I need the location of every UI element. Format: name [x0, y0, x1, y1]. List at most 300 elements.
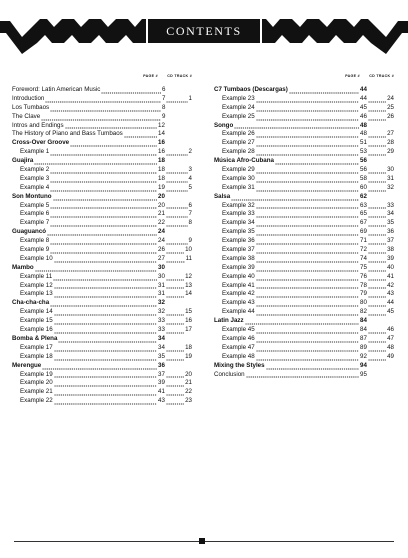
dot-leader — [50, 148, 157, 157]
toc-entry-page: 71 — [360, 237, 367, 245]
toc-entry-track: 4 — [188, 174, 192, 182]
dot-leader — [166, 246, 184, 255]
dot-leader — [368, 95, 386, 104]
dot-leader — [256, 148, 359, 157]
toc-entry-title: Example 8 — [20, 237, 50, 245]
toc-entry-title: Example 22 — [20, 397, 53, 405]
toc-list-left — [12, 86, 192, 406]
dot-leader — [166, 273, 184, 282]
toc-entry[interactable] — [12, 175, 192, 184]
dot-leader — [166, 397, 184, 406]
toc-entry[interactable] — [214, 237, 394, 246]
toc-entry-title: Salsa — [214, 192, 231, 200]
dot-leader — [58, 335, 157, 344]
toc-entry-track: 14 — [185, 290, 192, 298]
dot-leader — [368, 335, 386, 344]
dot-leader — [50, 202, 157, 211]
dot-leader — [368, 148, 386, 157]
toc-entry[interactable] — [214, 317, 394, 326]
dot-leader — [368, 202, 386, 211]
toc-entry[interactable] — [12, 228, 192, 237]
toc-entry-page: 31 — [158, 290, 165, 298]
toc-entry[interactable] — [214, 255, 394, 264]
toc-entry-track: 33 — [387, 201, 394, 209]
toc-entry[interactable] — [12, 219, 192, 228]
toc-entry-track: 5 — [188, 183, 192, 191]
toc-entry-title: Example 29 — [222, 166, 255, 174]
toc-entry[interactable] — [12, 317, 192, 326]
toc-entry[interactable] — [12, 362, 192, 371]
toc-entry[interactable] — [12, 326, 192, 335]
toc-entry-track: 7 — [188, 210, 192, 218]
toc-entry-page: 76 — [360, 272, 367, 280]
toc-entry-page: 41 — [158, 388, 165, 396]
toc-entry-page: 35 — [158, 352, 165, 360]
toc-entry-page: 20 — [158, 192, 165, 200]
toc-entry-page: 12 — [158, 121, 165, 129]
toc-entry-title: Example 40 — [222, 272, 255, 280]
toc-entry[interactable] — [214, 264, 394, 273]
toc-entry-page: 33 — [158, 317, 165, 325]
toc-entry[interactable] — [214, 326, 394, 335]
dot-leader — [54, 290, 157, 299]
toc-entry-page: 18 — [158, 157, 165, 165]
toc-entry-page: 89 — [360, 343, 367, 351]
toc-entry-track: 44 — [387, 299, 394, 307]
dot-leader — [166, 255, 185, 264]
toc-entry-title: Example 18 — [20, 352, 53, 360]
toc-entry-page: 16 — [158, 139, 165, 147]
toc-entry[interactable] — [214, 362, 394, 371]
toc-entry[interactable] — [214, 104, 394, 113]
dot-leader — [54, 255, 157, 264]
dot-leader — [368, 237, 386, 246]
dot-leader — [256, 299, 359, 308]
toc-entry-title: Example 48 — [222, 352, 255, 360]
contents-title: CONTENTS — [148, 19, 260, 43]
toc-entry[interactable] — [214, 193, 394, 202]
toc-entry-page: 24 — [158, 228, 165, 236]
toc-entry-page: 43 — [158, 397, 165, 405]
toc-entry-track: 47 — [387, 334, 394, 342]
toc-entry-track: 39 — [387, 254, 394, 262]
dot-leader — [234, 122, 359, 131]
toc-entry-track: 11 — [185, 254, 192, 262]
toc-entry[interactable] — [12, 122, 192, 131]
toc-entry-track: 25 — [387, 103, 394, 111]
dot-leader — [368, 175, 386, 184]
dot-leader — [368, 139, 386, 148]
dot-leader — [368, 219, 386, 228]
toc-entry[interactable] — [12, 210, 192, 219]
toc-entry[interactable] — [12, 371, 192, 380]
dot-leader — [54, 371, 157, 380]
toc-entry-page: 87 — [360, 334, 367, 342]
toc-entry-track: 6 — [188, 201, 192, 209]
toc-entry[interactable] — [12, 388, 192, 397]
dot-leader — [256, 184, 359, 193]
dot-leader — [54, 317, 157, 326]
toc-entry[interactable] — [12, 255, 192, 264]
toc-entry-page: 44 — [360, 86, 367, 93]
dot-leader — [166, 210, 188, 219]
toc-entry[interactable] — [214, 148, 394, 157]
toc-entry-page: 58 — [360, 174, 367, 182]
dot-leader — [256, 237, 359, 246]
toc-entry-title: Example 23 — [222, 94, 255, 102]
toc-entry-title: Example 28 — [222, 148, 255, 156]
toc-entry-page: 8 — [162, 103, 166, 111]
toc-entry[interactable] — [12, 95, 192, 104]
dot-leader — [266, 362, 359, 371]
dot-leader — [256, 130, 359, 139]
dot-leader — [166, 290, 184, 299]
toc-entry-track: 9 — [188, 237, 192, 245]
dot-leader — [368, 353, 386, 362]
dot-leader — [54, 344, 157, 353]
dot-leader — [50, 175, 157, 184]
toc-entry-title: Latin Jazz — [214, 317, 244, 325]
dot-leader — [256, 139, 359, 148]
toc-entry[interactable] — [214, 130, 394, 139]
toc-entry-page: 65 — [360, 210, 367, 218]
toc-entry-page: 22 — [158, 219, 165, 227]
dot-leader — [256, 282, 359, 291]
toc-entry[interactable] — [214, 95, 394, 104]
toc-entry[interactable] — [214, 335, 394, 344]
dot-leader — [166, 95, 188, 104]
dot-leader — [166, 317, 184, 326]
dot-leader — [166, 237, 188, 246]
dot-leader — [47, 228, 157, 237]
toc-entry-title: Los Tumbaos — [12, 103, 50, 111]
dot-leader — [53, 273, 157, 282]
toc-entry-page: 95 — [360, 370, 367, 378]
toc-entry-title: Música Afro-Cubana — [214, 157, 274, 165]
toc-entry-page: 16 — [158, 148, 165, 156]
toc-entry[interactable] — [214, 210, 394, 219]
toc-entry-page: 32 — [158, 299, 165, 307]
toc-entry-page: 84 — [360, 326, 367, 334]
toc-entry[interactable] — [12, 353, 192, 362]
dot-leader — [368, 166, 386, 175]
toc-list-right — [214, 86, 394, 379]
toc-entry[interactable] — [12, 344, 192, 353]
toc-entry[interactable] — [12, 273, 192, 282]
toc-entry-track: 3 — [188, 166, 192, 174]
dot-leader — [256, 210, 359, 219]
toc-entry-page: 45 — [360, 103, 367, 111]
toc-entry[interactable] — [12, 282, 192, 291]
dot-leader — [54, 326, 157, 335]
toc-entry-track: 43 — [387, 290, 394, 298]
toc-entry[interactable] — [12, 139, 192, 148]
dot-leader — [368, 130, 386, 139]
toc-entry-page: 69 — [360, 228, 367, 236]
toc-entry-track: 28 — [387, 139, 394, 147]
toc-entry-page: 74 — [360, 254, 367, 262]
toc-entry-page: 78 — [360, 281, 367, 289]
toc-entry-track: 2 — [188, 148, 192, 156]
dot-leader — [54, 308, 157, 317]
dot-leader — [166, 202, 188, 211]
toc-entry[interactable] — [214, 86, 394, 95]
toc-entry[interactable] — [214, 344, 394, 353]
toc-entry-title: Example 41 — [222, 281, 255, 289]
dot-leader — [256, 273, 359, 282]
toc-entry[interactable] — [12, 379, 192, 388]
toc-entry-page: 19 — [158, 183, 165, 191]
toc-entry-page: 44 — [360, 94, 367, 102]
toc-entry[interactable] — [214, 228, 394, 237]
track-column-label: CD TRACK # — [167, 74, 192, 78]
toc-entry[interactable] — [214, 113, 394, 122]
dot-leader — [166, 308, 184, 317]
toc-entry-title: Example 7 — [20, 219, 50, 227]
toc-entry-track: 13 — [185, 281, 192, 289]
toc-entry-page: 14 — [158, 130, 165, 138]
dot-leader — [54, 282, 157, 291]
toc-entry-track: 20 — [185, 370, 192, 378]
dot-leader — [368, 113, 386, 122]
toc-entry-track: 37 — [387, 237, 394, 245]
toc-entry[interactable] — [214, 246, 394, 255]
toc-entry-page: 75 — [360, 263, 367, 271]
toc-entry-title: The History of Piano and Bass Tumbaos — [12, 130, 123, 138]
toc-entry[interactable] — [214, 175, 394, 184]
toc-entry[interactable] — [214, 353, 394, 362]
toc-entry[interactable] — [12, 308, 192, 317]
toc-entry-page: 46 — [360, 112, 367, 120]
toc-entry-title: Example 6 — [20, 210, 50, 218]
toc-entry[interactable] — [214, 139, 394, 148]
toc-entry-page: 34 — [158, 343, 165, 351]
toc-entry-page: 32 — [158, 308, 165, 316]
toc-entry[interactable] — [12, 86, 192, 95]
toc-entry-title: Example 21 — [20, 388, 53, 396]
toc-entry-title: Mambo — [12, 263, 34, 271]
dot-leader — [41, 113, 161, 122]
toc-entry-track: 15 — [185, 308, 192, 316]
toc-entry-page: 37 — [158, 370, 165, 378]
toc-entry-title: Merengue — [12, 361, 42, 369]
toc-entry-track: 46 — [387, 326, 394, 334]
toc-entry-page: 30 — [158, 263, 165, 271]
track-column-label: CD TRACK # — [369, 74, 394, 78]
dot-leader — [368, 184, 386, 193]
dot-leader — [45, 95, 161, 104]
toc-entry-title: Example 2 — [20, 166, 50, 174]
toc-entry-track: 12 — [185, 272, 192, 280]
page-column-label: PAGE # — [143, 74, 158, 78]
dot-leader — [70, 139, 157, 148]
dot-leader — [256, 308, 359, 317]
toc-entry-title: C7 Tumbaos (Descargas) — [214, 86, 288, 93]
toc-entry-track: 49 — [387, 352, 394, 360]
toc-entry-title: Son Montuno — [12, 192, 52, 200]
dot-leader — [256, 255, 359, 264]
toc-entry-page: 18 — [158, 166, 165, 174]
toc-entry[interactable] — [12, 148, 192, 157]
toc-entry[interactable] — [214, 166, 394, 175]
dot-leader — [368, 308, 386, 317]
dot-leader — [368, 273, 386, 282]
dot-leader — [166, 148, 188, 157]
toc-entry[interactable] — [12, 157, 192, 166]
dot-leader — [54, 353, 157, 362]
toc-entry-title: Example 32 — [222, 201, 255, 209]
dot-leader — [256, 264, 359, 273]
toc-entry-track: 24 — [387, 94, 394, 102]
toc-entry-title: Example 33 — [222, 210, 255, 218]
toc-entry-title: Example 11 — [20, 272, 53, 280]
toc-entry[interactable] — [12, 237, 192, 246]
toc-entry-title: Cha-cha-cha — [12, 299, 50, 307]
toc-entry[interactable] — [214, 202, 394, 211]
toc-entry-page: 20 — [158, 201, 165, 209]
footer-square-mark — [199, 538, 205, 544]
dot-leader — [166, 371, 184, 380]
dot-leader — [53, 193, 157, 202]
toc-entry-title: Example 35 — [222, 228, 255, 236]
toc-entry-track: 45 — [387, 308, 394, 316]
toc-entry-page: 18 — [158, 174, 165, 182]
toc-entry[interactable] — [214, 299, 394, 308]
dot-leader — [166, 166, 188, 175]
toc-entry[interactable] — [12, 166, 192, 175]
dot-leader — [256, 113, 359, 122]
toc-entry-title: Example 47 — [222, 343, 255, 351]
toc-entry-page: 94 — [360, 361, 367, 369]
toc-entry-title: Example 4 — [20, 183, 50, 191]
toc-entry-title: Example 27 — [222, 139, 255, 147]
toc-entry-title: Example 30 — [222, 174, 255, 182]
toc-entry-track: 16 — [185, 317, 192, 325]
toc-entry-track: 36 — [387, 228, 394, 236]
toc-entry-title: Conclusion — [214, 370, 245, 378]
toc-entry[interactable] — [214, 282, 394, 291]
toc-entry-title: Example 5 — [20, 201, 50, 209]
toc-entry-title: Example 42 — [222, 290, 255, 298]
toc-entry[interactable] — [12, 335, 192, 344]
toc-entry[interactable] — [12, 299, 192, 308]
toc-entry-title: Example 31 — [222, 183, 255, 191]
toc-entry-title: Example 16 — [20, 326, 53, 334]
toc-entry[interactable] — [12, 290, 192, 299]
toc-entry-page: 6 — [162, 86, 166, 93]
dot-leader — [54, 379, 157, 388]
toc-entry-page: 92 — [360, 352, 367, 360]
dot-leader — [256, 246, 359, 255]
dot-leader — [245, 317, 359, 326]
toc-entry-page: 21 — [158, 210, 165, 218]
toc-entry-track: 35 — [387, 219, 394, 227]
toc-entry[interactable] — [214, 308, 394, 317]
toc-entry-title: Example 26 — [222, 130, 255, 138]
toc-entry[interactable] — [12, 184, 192, 193]
toc-entry[interactable] — [12, 130, 192, 139]
toc-entry-page: 48 — [360, 121, 367, 129]
toc-entry[interactable] — [214, 184, 394, 193]
dot-leader — [256, 290, 359, 299]
dot-leader — [368, 299, 386, 308]
dot-leader — [368, 290, 386, 299]
toc-entry-title: Bomba & Plena — [12, 334, 58, 342]
toc-entry[interactable] — [12, 264, 192, 273]
toc-entry-page: 56 — [360, 157, 367, 165]
toc-entry-page: 39 — [158, 379, 165, 387]
toc-entry[interactable] — [214, 273, 394, 282]
toc-entry[interactable] — [12, 397, 192, 406]
toc-entry-title: Example 17 — [20, 343, 53, 351]
toc-entry[interactable] — [214, 290, 394, 299]
contents-banner — [0, 0, 408, 62]
toc-entry-page: 62 — [360, 192, 367, 200]
toc-entry-track: 21 — [185, 379, 192, 387]
toc-entry-track: 10 — [185, 246, 192, 254]
toc-entry-track: 27 — [387, 130, 394, 138]
dot-leader — [166, 388, 184, 397]
dot-leader — [166, 353, 184, 362]
toc-entry[interactable] — [12, 193, 192, 202]
toc-entry-track: 29 — [387, 148, 394, 156]
toc-entry-title: Example 3 — [20, 174, 50, 182]
toc-entry-title: Example 36 — [222, 237, 255, 245]
dot-leader — [368, 104, 386, 113]
toc-entry-page: 34 — [158, 334, 165, 342]
toc-entry[interactable] — [214, 157, 394, 166]
toc-entry-title: Example 46 — [222, 334, 255, 342]
toc-entry-track: 17 — [185, 326, 192, 334]
toc-entry-title: Guajira — [12, 157, 34, 165]
dot-leader — [368, 228, 386, 237]
toc-entry[interactable] — [214, 371, 394, 380]
toc-entry-title: Example 43 — [222, 299, 255, 307]
toc-entry[interactable] — [214, 122, 394, 131]
dot-leader — [368, 344, 386, 353]
toc-entry-title: Cross-Over Groove — [12, 139, 70, 147]
toc-entry-page: 56 — [360, 166, 367, 174]
toc-entry-track: 32 — [387, 183, 394, 191]
dot-leader — [50, 166, 157, 175]
toc-entry[interactable] — [12, 104, 192, 113]
dot-leader — [166, 282, 184, 291]
dot-leader — [256, 219, 359, 228]
toc-entry-title: Example 9 — [20, 246, 50, 254]
dot-leader — [256, 166, 359, 175]
toc-entry-page: 72 — [360, 246, 367, 254]
toc-entry-page: 7 — [162, 94, 166, 102]
dot-leader — [246, 371, 359, 380]
dot-leader — [256, 202, 359, 211]
toc-entry-title: Example 14 — [20, 308, 53, 316]
dot-leader — [368, 326, 386, 335]
toc-entry[interactable] — [214, 219, 394, 228]
dot-leader — [368, 255, 386, 264]
toc-entry-track: 41 — [387, 272, 394, 280]
toc-entry-title: Example 15 — [20, 317, 53, 325]
dot-leader — [166, 184, 188, 193]
dot-leader — [50, 299, 157, 308]
page-column-label: PAGE # — [345, 74, 360, 78]
toc-entry[interactable] — [12, 202, 192, 211]
toc-entry[interactable] — [12, 113, 192, 122]
toc-entry-page: 60 — [360, 183, 367, 191]
dot-leader — [65, 122, 157, 131]
toc-entry-page: 33 — [158, 326, 165, 334]
toc-entry[interactable] — [12, 246, 192, 255]
toc-entry-page: 82 — [360, 308, 367, 316]
